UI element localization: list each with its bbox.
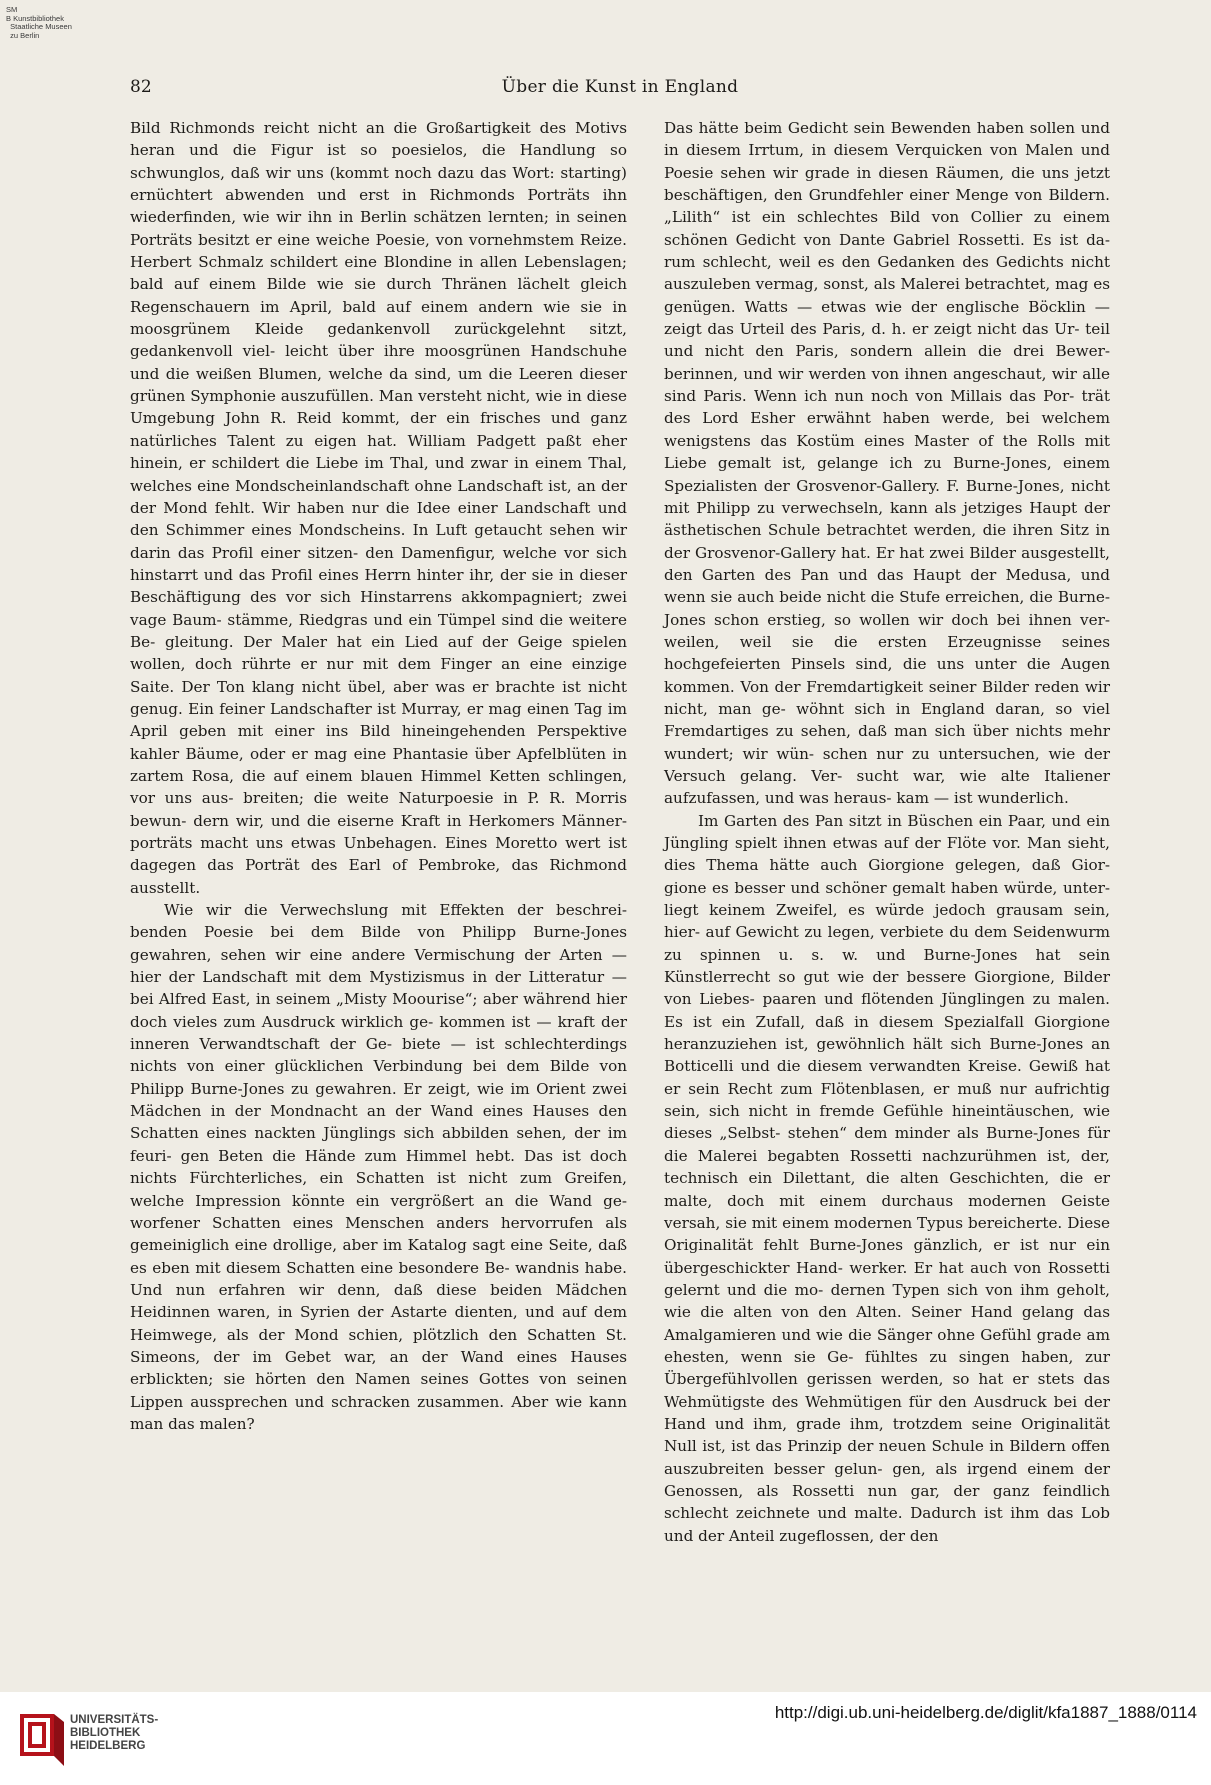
footer-bar bbox=[0, 1692, 1211, 1785]
paragraph: Im Garten des Pan sitzt in Büschen ein Paar, und ein Jüngling spielt ihnen etwas auf der Flöte vor. Man sieht, dies Thema hätte auch Giorgione gelegen, daß Gior- gione es besser und schöner gemalt haben würde, unter- liegt keinem Zweifel, es würde jedoch grausam sein, hier- auf Gewicht zu legen, verbiete du dem Seidenwurm zu spinnen u. s. w. und Burne-Jones hat sein Künstlerrecht so gut wie der bessere Giorgione, Bilder von Liebes- paaren und flötenden Jünglingen zu malen. Es ist ein Zufall, daß in diesem Spezialfall Giorgione heranzuziehen ist, gewöhnlich hält sich Burne-Jones an Botticelli und die diesem verwandten Kreise. Gewiß hat er sein Recht zum Flötenblasen, er muß nur aufrichtig sein, sich nicht in fremde Gefühle hineintäuschen, wie dieses „Selbst- stehen“ dem minder als Burne-Jones für die Malerei begabten Rossetti nachzurühmen ist, der, technisch ein Dilettant, die alten Geschichten, die er malte, doch mit einem durchaus modernen Geiste versah, sie mit einem modernen Typus bereicherte. Diese Originalität fehlt Burne-Jones gänzlich, er ist nur ein übergeschickter Hand- werker. Er hat auch von Rossetti gelernt und die mo- dernen Typen sich von ihm geholt, wie die alten von den Alten. Seiner Hand gelang das Amalgamieren und wie die Sänger ohne Gefühl grade am ehesten, wenn sie Ge- fühltes zu singen haben, zur Übergefühlvollen gerissen werden, so hat er stets das Wehmütigste des Wehmütigen für den Ausdruck bei der Hand und ihm, grade ihm, trotzdem seine Originalität Null ist, ist das Prinzip der neuen Schule in Bildern offen auszubreiten besser gelun- gen, als irgend einem der Genossen, als Rossetti nun gar, der ganz feindlich schlecht zeichnete und malte. Dadurch ist ihm das Lob und der Anteil zugeflossen, der den bbox=[664, 811, 1110, 1545]
university-library-logo-icon bbox=[20, 1712, 64, 1766]
paragraph: Wie wir die Verwechslung mit Effekten der beschrei- benden Poesie bei dem Bilde von Philipp Burne-Jones gewahren, sehen wir eine andere Vermischung der Arten — hier der Landschaft mit dem Mystizismus in der Litteratur — bei Alfred East, in seinem „Misty Moourise“; aber während hier doch vieles zum Ausdruck wirklich ge- kommen ist — kraft der inneren Verwandtschaft der Ge- biete — ist schlechterdings nichts von einer glücklichen Verbindung bei dem Bilde von Philipp Burne-Jones zu gewahren. Er zeigt, wie im Orient zwei Mädchen in der Mondnacht an der Wand eines Hauses den Schatten eines nackten Jünglings sich abbilden sehen, der im feuri- gen Beten die Hände zum Himmel hebt. Das ist doch nichts Fürchterliches, ein Schatten ist nicht zum Greifen, welche Impression könnte ein vergrößert an die Wand ge- worfener Schatten eines Menschen anders hervorrufen als gemeiniglich eine drollige, aber im Katalog sagt eine Seite, daß es eben mit diesem Schatten eine besondere Be- wandnis habe. Und nun erfahren wir denn, daß diese beiden Mädchen Heidinnen waren, in Syrien der Astarte dienten, und auf dem Heimwege, als der Mond schien, plötzlich den Schatten St. Simeons, der im Gebet war, an der Wand eines Hauses erblickten; sie hörten den Namen seines Gottes von seinen Lippen aussprechen und schracken zusammen. Aber wie kann man das malen? bbox=[130, 901, 627, 1433]
digital-library-link[interactable]: http://digi.ub.uni-heidelberg.de/diglit/kfa1887_1888/0114 bbox=[774, 1703, 1197, 1722]
paragraph: Bild Richmonds reicht nicht an die Großartigkeit des Motivs heran und die Figur ist so poesielos, die Handlung so schwunglos, daß wir uns (kommt noch dazu das Wort: starting) ernüchtert abwenden und erst in Richmonds Porträts ihn wiederfinden, wie wir ihn in Berlin schätzen lernten; in seinen Porträts besitzt er eine weiche Poesie, von vornehmstem Reize. Herbert Schmalz schildert eine Blondine in allen Lebenslagen; bald auf einem Bilde wie sie durch Thränen lächelt gleich Regenschauern im April, bald auf einem andern wie sie in moosgrünem Kleide gedankenvoll zurückgelehnt sitzt, gedankenvoll viel- leicht über ihre moosgrünen Handschuhe und die weißen Blumen, welche da sind, um die Leeren dieser grünen Symphonie auszufüllen. Man versteht nicht, wie in diese Umgebung John R. Reid kommt, der ein frisches und ganz natürliches Talent zu eigen hat. William Padgett paßt eher hinein, er schildert die Liebe im Thal, und zwar in einem Thal, welches eine Mondscheinlandschaft ohne Landschaft ist, an der der Mond fehlt. Wir haben nur die Idee einer Landschaft und den Schimmer eines Mondscheins. In Luft getaucht sehen wir darin das Profil einer sitzen- den Damenfigur, welche vor sich hinstarrt und das Profil eines Herrn hinter ihr, der sie in dieser Beschäftigung des vor sich Hinstarrens akkompagniert; zwei vage Baum- stämme, Riedgras und ein Tümpel sind die weitere Be- gleitung. Der Maler hat ein Lied auf der Geige spielen wollen, doch rührte er nur mit dem Finger an eine einzige Saite. Der Ton klang nicht übel, aber was er brachte ist nicht genug. Ein feiner Landschafter ist Murray, er mag einen Tag im April geben mit einer ins Bild hineingehenden Perspektive kahler Bäume, oder er mag eine Phantasie über Apfelblüten in zartem Rosa, die auf einem blauen Himmel Ketten schlingen, vor uns aus- breiten; die weite Naturpoesie in P. R. Morris bewun- dern wir, und die eiserne Kraft in Herkomers Männer- porträts macht uns etwas Unbehagen. Eines Moretto wert ist dagegen das Porträt des Earl of Pembroke, das Richmond ausstellt. bbox=[130, 119, 627, 897]
text-columns bbox=[130, 117, 1110, 1557]
page-title: Über die Kunst in England bbox=[501, 77, 739, 97]
library-stamp: SM B Kunstbibliothek Staatliche Museen zu Berlin bbox=[6, 5, 72, 40]
left-column bbox=[130, 117, 627, 1435]
right-column bbox=[664, 117, 1110, 1547]
page-number: 82 bbox=[130, 77, 152, 97]
paragraph: Das hätte beim Gedicht sein Bewenden haben sollen und in diesem Irrtum, in diesem Verquicken von Malen und Poesie sehen wir grade in diesen Räumen, die uns jetzt beschäftigen, den Grundfehler einer Menge von Bildern. „Lilith“ ist ein schlechtes Bild von Collier zu einem schönen Gedicht von Dante Gabriel Rossetti. Es ist da- rum schlecht, weil es den Gedanken des Gedichts nicht auszuleben vermag, sonst, als Malerei betrachtet, mag es genügen. Watts — etwas wie der englische Böcklin — zeigt das Urteil des Paris, d. h. er zeigt nicht das Ur- teil und nicht den Paris, sondern allein die drei Bewer- berinnen, und wir werden von ihnen angeschaut, wir alle sind Paris. Wenn ich nun noch von Millais das Por- trät des Lord Esher erwähnt haben werde, bei welchem wenigstens das Kostüm eines Master of the Rolls mit Liebe gemalt ist, gelange ich zu Burne-Jones, einem Spezialisten der Grosvenor-Gallery. F. Burne-Jones, nicht mit Philipp zu verwechseln, kann als jetziges Haupt der ästhetischen Schule betrachtet werden, die ihren Sitz in der Grosvenor-Gallery hat. Er hat zwei Bilder ausgestellt, den Garten des Pan und das Haupt der Medusa, und wenn sie auch beide nicht die Stufe erreichen, die Burne- Jones schon erstieg, so wollen wir doch bei ihnen ver- weilen, weil sie die ersten Erzeugnisse seines hochgefeierten Pinsels sind, die uns unter die Augen kommen. Von der Fremdartigkeit seiner Bilder reden wir nicht, man ge- wöhnt sich in England daran, so viel Fremdartiges zu sehen, daß man sich über nichts mehr wundert; wir wün- schen nur zu untersuchen, wie der Versuch gelang. Ver- sucht war, wie alte Italiener aufzufassen, und was heraus- kam — ist wunderlich. bbox=[664, 119, 1110, 808]
library-name: UNIVERSITÄTS- BIBLIOTHEK HEIDELBERG bbox=[70, 1714, 159, 1752]
